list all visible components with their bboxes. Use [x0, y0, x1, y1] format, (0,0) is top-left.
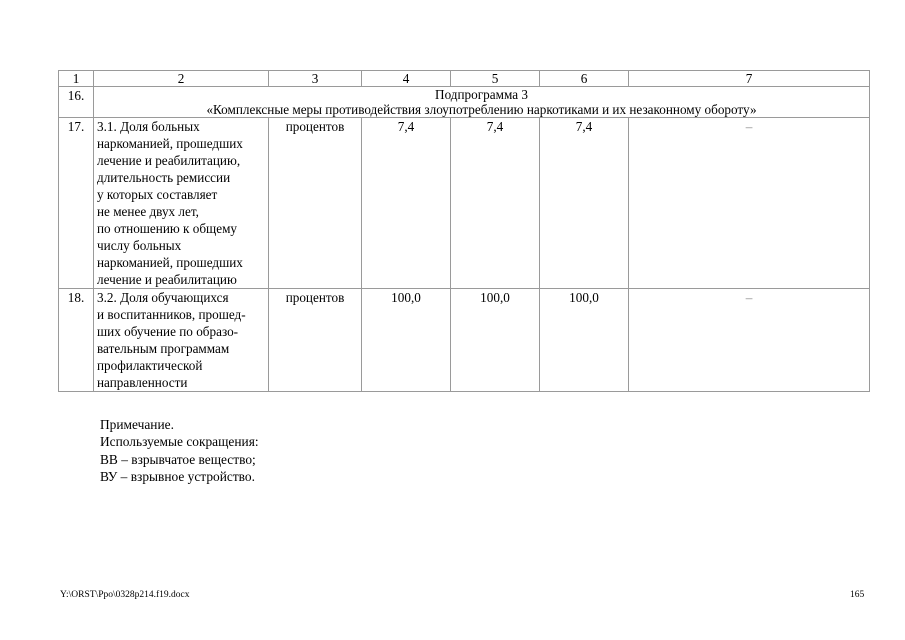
row-number: 18. [59, 289, 94, 392]
indicator-line: длительность ремиссии [97, 170, 231, 185]
value-cell: 100,0 [540, 289, 629, 392]
column-number: 1 [59, 71, 94, 87]
indicator-line: направленности [97, 375, 188, 390]
indicator-line: 3.2. Доля обучающихся [97, 290, 229, 305]
table-row [59, 118, 870, 289]
row-number: 17. [59, 118, 94, 289]
unit-cell: процентов [269, 289, 362, 392]
indicator-line: у которых составляет [97, 187, 218, 202]
subprogram-row [59, 87, 870, 118]
subprogram-title-line: Подпрограмма 3 [435, 87, 528, 102]
notes-line: Используемые сокращения: [100, 434, 259, 450]
indicator-line: и воспитанников, прошед- [97, 307, 246, 322]
unit-cell: процентов [269, 118, 362, 289]
indicator-name [94, 118, 269, 289]
indicator-name [94, 289, 269, 392]
column-number-row [59, 71, 870, 87]
indicator-line: профилактической [97, 358, 203, 373]
indicator-line: 3.1. Доля больных [97, 119, 200, 134]
value-cell: 100,0 [451, 289, 540, 392]
value-cell: 100,0 [362, 289, 451, 392]
subprogram-title-line: «Комплексные меры противодействия злоупотреблению наркотиками и их незаконному обороту» [206, 102, 757, 117]
footer-file-path: Y:\ORST\Ppo\0328p214.f19.docx [60, 590, 190, 600]
column-number: 2 [94, 71, 269, 87]
indicator-line: вательным программам [97, 341, 230, 356]
notes-heading: Примечание. [100, 417, 174, 432]
value-cell: 7,4 [451, 118, 540, 289]
column-number: 6 [540, 71, 629, 87]
column-number: 5 [451, 71, 540, 87]
value-cell: – [629, 118, 870, 289]
indicator-line: наркоманией, прошедших [97, 136, 243, 151]
notes-line: ВВ – взрывчатое вещество; [100, 451, 256, 467]
subprogram-title [94, 87, 870, 118]
value-cell: 7,4 [540, 118, 629, 289]
footer-page-number: 165 [850, 590, 865, 600]
row-number: 16. [59, 87, 94, 118]
indicator-line: не менее двух лет, [97, 204, 199, 219]
table-row [59, 289, 870, 392]
indicator-line: ших обучение по образо- [97, 324, 239, 339]
column-number: 7 [629, 71, 870, 87]
indicator-line: лечение и реабилитацию, [97, 153, 241, 168]
column-number: 4 [362, 71, 451, 87]
notes-line: ВУ – взрывное устройство. [100, 468, 255, 484]
indicator-line: по отношению к общему [97, 221, 238, 236]
indicators-table [58, 70, 870, 392]
notes-block [100, 416, 259, 485]
value-cell: 7,4 [362, 118, 451, 289]
indicator-line: лечение и реабилитацию [97, 272, 237, 287]
column-number: 3 [269, 71, 362, 87]
value-cell: – [629, 289, 870, 392]
indicator-line: числу больных [97, 238, 182, 253]
indicator-line: наркоманией, прошедших [97, 255, 243, 270]
